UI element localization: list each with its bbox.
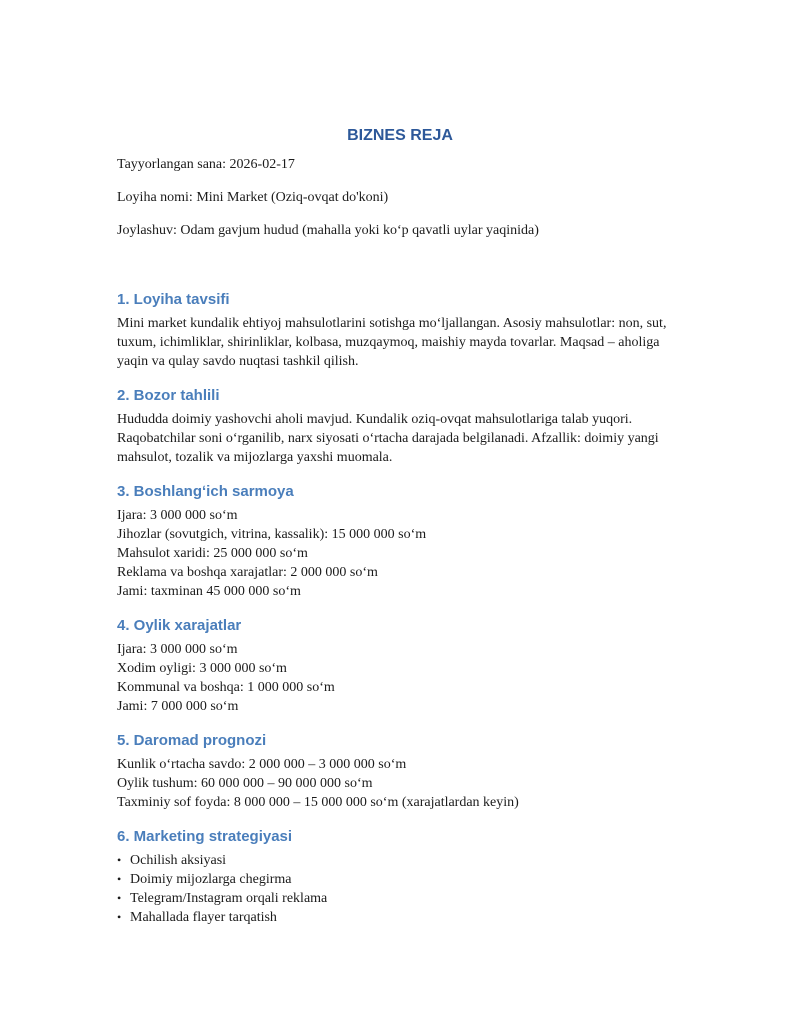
bullet-icon: • bbox=[117, 853, 122, 867]
bullet-text: Ochilish aksiyasi bbox=[130, 853, 227, 868]
section-line: Xodim oyligi: 3 000 000 soʻm bbox=[117, 661, 287, 676]
section-heading: 5. Daromad prognozi bbox=[117, 732, 267, 749]
section-line: Oylik tushum: 60 000 000 – 90 000 000 soʻm bbox=[117, 776, 373, 791]
section-heading: 4. Oylik xarajatlar bbox=[117, 617, 242, 634]
section bbox=[117, 290, 683, 371]
bullet-item bbox=[117, 889, 683, 908]
section-line: Ijara: 3 000 000 soʻm bbox=[117, 508, 238, 523]
section bbox=[117, 386, 683, 467]
section-line: Jami: taxminan 45 000 000 soʻm bbox=[117, 584, 301, 599]
section bbox=[117, 616, 683, 716]
section-paragraph: Hududda doimiy yashovchi aholi mavjud. Kundalik oziq-ovqat mahsulotlariga talab yuqori. Raqobatchilar soni oʻrganilib, narx siyosati oʻrtacha darajada belgilanadi. Afzallik: doimiy yangi mahsulot, tozalik va mijozlarga yaxshi muomala. bbox=[117, 412, 659, 465]
bullet-text: Mahallada flayer tarqatish bbox=[130, 910, 277, 925]
section-line: Taxminiy sof foyda: 8 000 000 – 15 000 000 soʻm (xarajatlardan keyin) bbox=[117, 795, 519, 810]
section bbox=[117, 482, 683, 601]
section-line: Reklama va boshqa xarajatlar: 2 000 000 soʻm bbox=[117, 565, 378, 580]
section-line: Kommunal va boshqa: 1 000 000 soʻm bbox=[117, 680, 335, 695]
section-line: Kunlik oʻrtacha savdo: 2 000 000 – 3 000 000 soʻm bbox=[117, 757, 407, 772]
bullet-item bbox=[117, 851, 683, 870]
intro-paragraph: Tayyorlangan sana: 2026-02-17 bbox=[117, 157, 295, 172]
bullet-icon: • bbox=[117, 872, 122, 886]
section-heading: 3. Boshlangʻich sarmoya bbox=[117, 483, 294, 500]
bullet-icon: • bbox=[117, 891, 122, 905]
bullet-icon: • bbox=[117, 910, 122, 924]
section-heading: 2. Bozor tahlili bbox=[117, 387, 220, 404]
section bbox=[117, 731, 683, 812]
intro-block bbox=[117, 155, 683, 240]
section-line: Ijara: 3 000 000 soʻm bbox=[117, 642, 238, 657]
intro-paragraph: Loyiha nomi: Mini Market (Oziq-ovqat do'koni) bbox=[117, 190, 389, 205]
bullet-item bbox=[117, 908, 683, 927]
sections bbox=[117, 290, 683, 927]
intro-paragraph: Joylashuv: Odam gavjum hudud (mahalla yoki koʻp qavatli uylar yaqinida) bbox=[117, 223, 539, 238]
section-heading: 6. Marketing strategiyasi bbox=[117, 828, 293, 845]
section-paragraph: Mini market kundalik ehtiyoj mahsulotlarini sotishga moʻljallangan. Asosiy mahsulotlar: non, sut, tuxum, ichimliklar, shirinliklar, kolbasa, muzqaymoq, maishiy mayda tovarlar. Maqsad – aholiga yaqin va qulay savdo nuqtasi tashkil qilish. bbox=[117, 316, 667, 369]
document-title: BIZNES REJA bbox=[347, 127, 453, 144]
bullet-item bbox=[117, 870, 683, 889]
bullet-text: Doimiy mijozlarga chegirma bbox=[130, 872, 292, 887]
section-line: Jihozlar (sovutgich, vitrina, kassalik): 15 000 000 soʻm bbox=[117, 527, 427, 542]
section-heading: 1. Loyiha tavsifi bbox=[117, 291, 230, 308]
section-line: Jami: 7 000 000 soʻm bbox=[117, 699, 239, 714]
section-line: Mahsulot xaridi: 25 000 000 soʻm bbox=[117, 546, 308, 561]
section bbox=[117, 827, 683, 927]
bullet-text: Telegram/Instagram orqali reklama bbox=[130, 891, 328, 906]
